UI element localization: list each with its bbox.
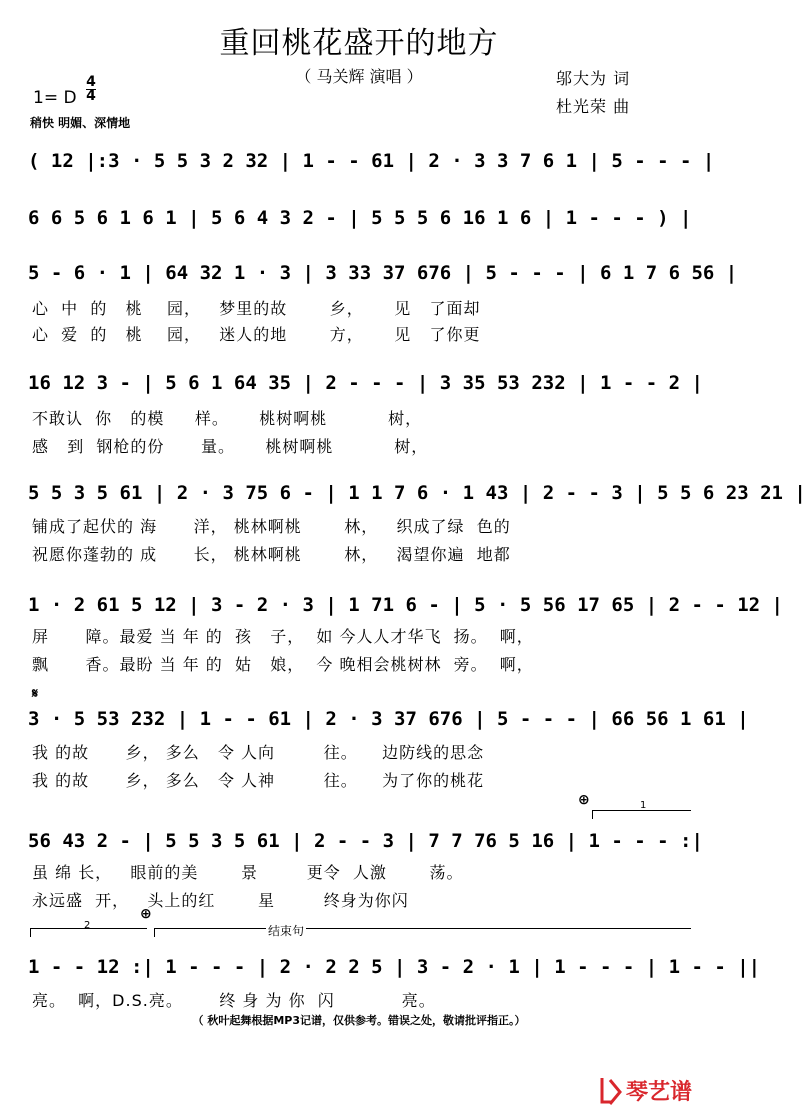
time-signature (86, 76, 96, 103)
score-row-7-lyrics-1: 我 的故 乡， 多么 令 人向 往。 边防线的思念 (32, 743, 485, 762)
segno-mark: 𝄋 (32, 686, 39, 702)
ending-phrase-bracket (154, 928, 691, 937)
score-row-6-lyrics-2: 飘 香。最盼 当 年 的 姑 娘， 今 晚相会桃树林 旁。 啊， (32, 655, 534, 674)
score-row-3-lyrics-2: 心 爱 的 桃 园， 迷人的地 方， 见 了你更 (32, 325, 481, 344)
ending-phrase-label: 结束句 (268, 924, 305, 938)
key-signature: 1= D (33, 88, 77, 108)
score-row-4-notes: 16 12 3 - | 5 6 1 64 35 | 2 - - - | 3 35 53 232 | 1 - - 2 | (28, 372, 703, 394)
singer-credit: （ 马关辉 演唱 ） (295, 67, 423, 86)
score-row-4-lyrics-1: 不敢认 你 的模 样。 桃树啊桃 树， (32, 409, 423, 428)
coda-mark-1: ⊕ (578, 792, 590, 808)
score-row-3-notes: 5 - 6 · 1 | 64 32 1 · 3 | 3 33 37 676 | 5 - - - | 6 1 7 6 56 | (28, 262, 738, 284)
score-row-2-notes: 6 6 5 6 1 6 1 | 5 6 4 3 2 - | 5 5 5 6 16 1 6 | 1 - - - ) | (28, 207, 692, 229)
logo-mark-arrow (610, 1080, 620, 1104)
score-row-5-lyrics-1: 铺成了起伏的 海 洋， 桃林啊桃 林， 织成了绿 色的 (32, 517, 511, 536)
song-title: 重回桃花盛开的地方 (219, 26, 499, 61)
first-ending-bracket (592, 810, 691, 819)
time-signature-top: 4 (86, 74, 96, 90)
score-row-8-lyrics-1: 虽 绵 长， 眼前的美 景 更令 人激 荡。 (32, 863, 464, 882)
time-signature-bottom: 4 (86, 88, 96, 104)
transcription-note: （ 秋叶起舞根据MP3记谱，仅供参考。错误之处，敬请批评指正。） (192, 1014, 526, 1027)
score-row-8-notes: 56 43 2 - | 5 5 3 5 61 | 2 - - 3 | 7 7 76 5 16 | 1 - - - :| (28, 830, 703, 852)
score-row-7-notes: 3 · 5 53 232 | 1 - - 61 | 2 · 3 37 676 | 5 - - - | 66 56 1 61 | (28, 708, 749, 730)
lyricist-credit: 邬大为 词 (556, 69, 631, 88)
composer-credit: 杜光荣 曲 (556, 97, 631, 116)
site-logo (598, 1072, 708, 1108)
score-row-7-lyrics-2: 我 的故 乡， 多么 令 人神 往。 为了你的桃花 (32, 771, 485, 790)
score-row-1-notes: ( 12 |:3 · 5 5 3 2 32 | 1 - - 61 | 2 · 3 3 7 6 1 | 5 - - - | (28, 150, 715, 172)
score-row-3-lyrics-1: 心 中 的 桃 园， 梦里的故 乡， 见 了面却 (32, 299, 481, 318)
score-row-6-notes: 1 · 2 61 5 12 | 3 - 2 · 3 | 1 71 6 - | 5 · 5 56 17 65 | 2 - - 12 | (28, 594, 783, 616)
first-ending-number: 1 (640, 800, 647, 811)
coda-mark-2: ⊕ (140, 906, 152, 922)
second-ending-number: 2 (84, 920, 91, 931)
score-row-5-lyrics-2: 祝愿你蓬勃的 成 长， 桃林啊桃 林， 渴望你遍 地都 (32, 545, 511, 564)
score-row-6-lyrics-1: 屏 障。最爱 当 年 的 孩 子， 如 今人人才华飞 扬。 啊， (32, 627, 534, 646)
logo-text: 琴艺谱 (626, 1080, 693, 1105)
score-row-5-notes: 5 5 3 5 61 | 2 · 3 75 6 - | 1 1 7 6 · 1 43 | 2 - - 3 | 5 5 6 23 21 | (28, 482, 806, 504)
score-row-8-lyrics-2: 永远盛 开， 头上的红 星 终身为你闪 (32, 891, 409, 910)
score-row-9-notes: 1 - - 12 :| 1 - - - | 2 · 2 2 5 | 3 - 2 · 1 | 1 - - - | 1 - - || (28, 956, 761, 978)
score-row-4-lyrics-2: 感 到 钢枪的份 量。 桃树啊桃 树， (32, 437, 429, 456)
tempo-marking: 稍快 明媚、深情地 (30, 116, 131, 130)
score-row-9-lyrics-1: 亮。 啊，D.S.亮。 终 身 为 你 闪 亮。 (32, 991, 436, 1010)
